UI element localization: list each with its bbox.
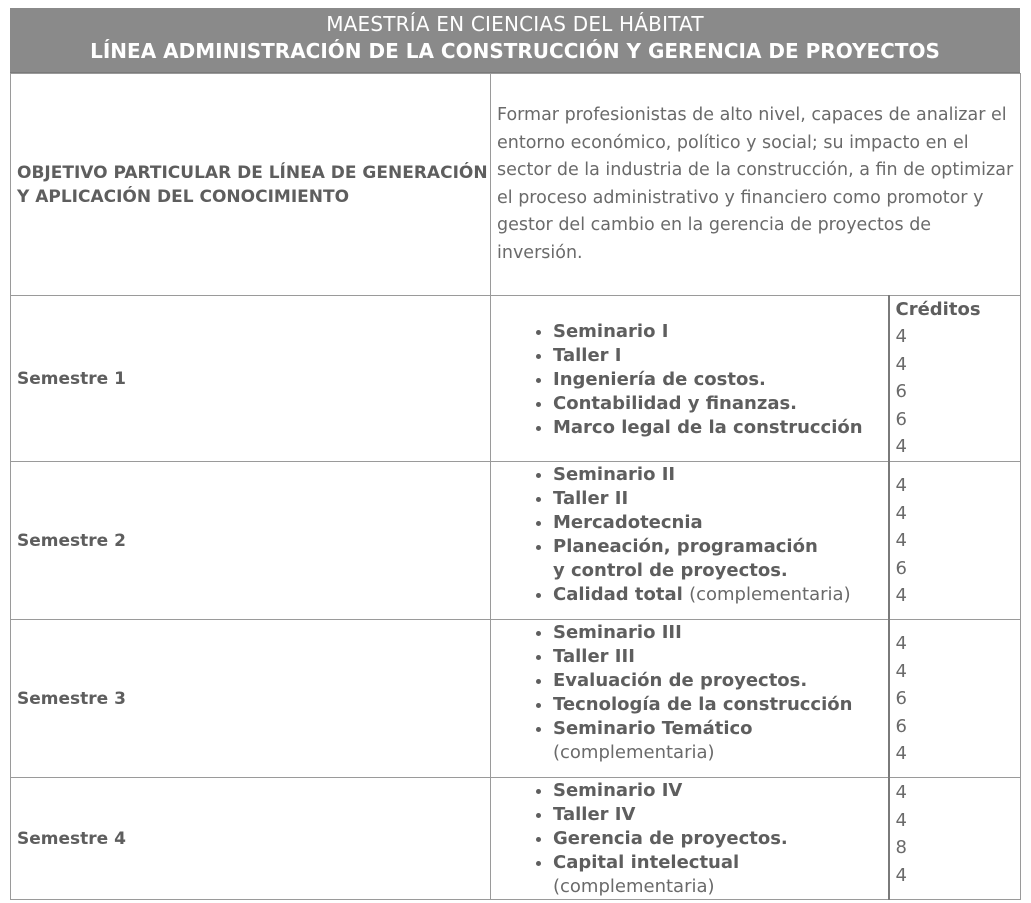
course-list	[491, 621, 888, 765]
credit-value: 6	[895, 557, 907, 579]
credits-cell	[889, 462, 1021, 620]
credit-value: 6	[895, 688, 907, 709]
credit-value: 4	[895, 502, 907, 524]
course-list	[491, 320, 888, 440]
credit-value: 4	[895, 864, 907, 886]
credit-value: 4	[895, 660, 907, 682]
course-item	[553, 583, 888, 607]
course-name: Seminario IV	[553, 780, 683, 801]
credit-value: 8	[895, 837, 907, 858]
course-name: Marco legal de la construcción	[553, 417, 863, 438]
credit-value: 4	[895, 743, 907, 764]
course-name: Calidad total	[553, 584, 683, 605]
course-name: Seminario I	[553, 321, 669, 342]
course-item	[553, 693, 888, 717]
semester-row	[11, 296, 1021, 462]
course-item	[553, 416, 888, 440]
credit-value: 6	[895, 408, 907, 430]
course-item	[553, 621, 888, 645]
semester-label: Semestre 2	[11, 462, 491, 620]
objective-row	[11, 74, 1021, 296]
credit-value: 4	[895, 809, 907, 831]
course-name: Ingeniería de costos.	[553, 369, 766, 390]
semester-label: Semestre 4	[11, 778, 491, 900]
semester-row	[11, 462, 1021, 620]
course-item	[553, 511, 888, 535]
course-list	[491, 463, 888, 607]
credit-value: 4	[895, 782, 907, 803]
semester-label: Semestre 3	[11, 620, 491, 778]
course-item	[553, 463, 888, 487]
course-list-cell	[491, 296, 889, 462]
course-item	[553, 320, 888, 344]
course-name: Taller IV	[553, 804, 636, 825]
credit-value: 4	[895, 353, 907, 375]
course-item	[553, 669, 888, 693]
course-item	[553, 344, 888, 368]
course-item	[553, 645, 888, 669]
course-name: Seminario Temático	[553, 718, 753, 739]
course-list-cell	[491, 462, 889, 620]
program-title: MAESTRÍA EN CIENCIAS DEL HÁBITAT	[326, 12, 704, 36]
course-name: Gerencia de proyectos.	[553, 828, 788, 849]
course-item	[553, 803, 888, 827]
course-item	[553, 717, 888, 765]
credits-cell	[889, 620, 1021, 778]
course-name: Taller I	[553, 345, 622, 366]
course-name: Taller III	[553, 646, 635, 667]
curriculum-table	[10, 73, 1021, 900]
course-note: (complementaria)	[689, 584, 851, 605]
course-item	[553, 535, 823, 583]
course-list	[491, 779, 888, 899]
course-name: Evaluación de proyectos.	[553, 670, 808, 691]
course-item	[553, 487, 888, 511]
course-note: (complementaria)	[553, 742, 715, 763]
course-name: Capital intelectual	[553, 852, 740, 873]
table-header	[10, 8, 1020, 73]
credit-value: 4	[895, 326, 907, 347]
semester-row	[11, 620, 1021, 778]
course-item	[553, 827, 888, 851]
semester-label: Semestre 1	[11, 296, 491, 462]
course-name: Contabilidad y finanzas.	[553, 393, 798, 414]
program-table-container	[10, 8, 1020, 900]
course-name: Taller II	[553, 488, 629, 509]
credit-value: 6	[895, 381, 907, 402]
course-item	[553, 851, 888, 899]
semester-row	[11, 778, 1021, 900]
credit-value: 6	[895, 715, 907, 737]
credit-value: 4	[895, 475, 907, 496]
credits-cell	[889, 296, 1021, 462]
credit-value: 4	[895, 530, 907, 551]
credits-cell	[889, 778, 1021, 900]
line-title: LÍNEA ADMINISTRACIÓN DE LA CONSTRUCCIÓN Y GERENCIA DE PROYECTOS	[90, 39, 940, 63]
course-item	[553, 368, 888, 392]
course-name: Mercadotecnia	[553, 512, 703, 533]
course-name: Seminario II	[553, 464, 676, 485]
course-note: (complementaria)	[553, 876, 715, 897]
course-item	[553, 779, 888, 803]
course-item	[553, 392, 888, 416]
objective-text: Formar profesionistas de alto nivel, capaces de analizar el entorno económico, político y social; su impacto en el sector de la industria de la construcción, a fin de optimizar el proceso administrativo y financiero como promotor y gestor del cambio en la gerencia de proyectos de inversión.	[491, 74, 1021, 296]
credits-header: Créditos	[895, 299, 981, 320]
credit-value: 4	[895, 585, 907, 606]
course-name: Planeación, programación y control de proyectos.	[553, 536, 818, 581]
course-name: Tecnología de la construcción	[553, 694, 853, 715]
credit-value: 4	[895, 436, 907, 457]
course-list-cell	[491, 778, 889, 900]
course-list-cell	[491, 620, 889, 778]
credit-value: 4	[895, 633, 907, 654]
objective-label: OBJETIVO PARTICULAR DE LÍNEA DE GENERACIÓN Y APLICACIÓN DEL CONOCIMIENTO	[11, 74, 491, 296]
course-name: Seminario III	[553, 622, 682, 643]
